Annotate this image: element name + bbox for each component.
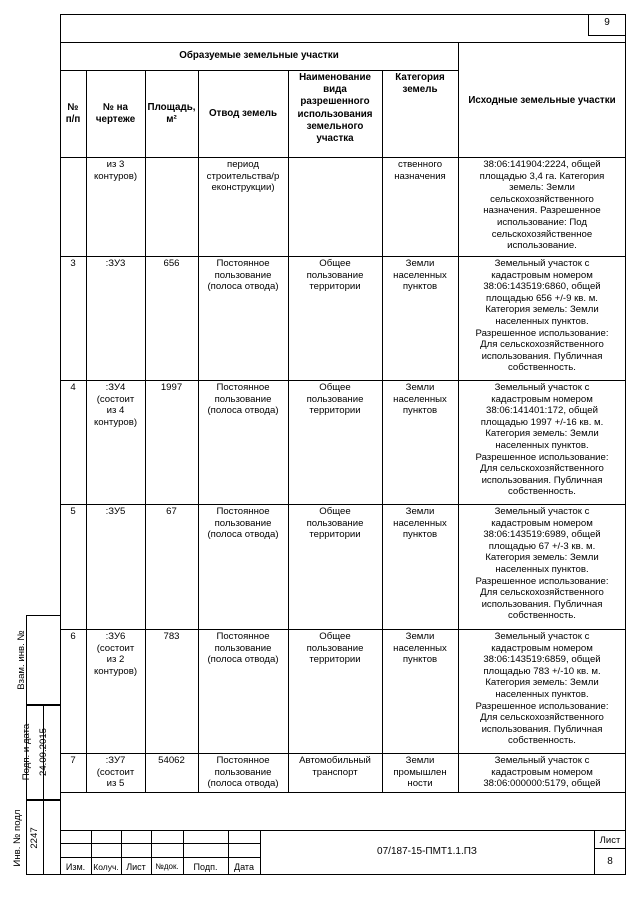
cell-use-type: Автомобильный транспорт xyxy=(299,755,371,778)
stamp-row-line xyxy=(60,843,260,844)
cell-num: 5 xyxy=(70,506,76,517)
cell-area: 783 xyxy=(163,631,180,642)
col-header-area: Площадь, м² xyxy=(147,102,196,126)
cell-source: Земельный участок с кадастровым номером 38:06:143519:6989, общей площадью 67 +/-3 кв. м. Категория земель: Земли населенных пунктов. Разрешенное использование: Для сельскохозяйственного использования. Публичная собственность. xyxy=(475,506,609,622)
sign-date-label: Подп. и дата xyxy=(21,723,32,781)
cell-num: 7 xyxy=(70,755,76,766)
cell-num: 3 xyxy=(70,258,76,269)
cell-category: Земли промышлен ности xyxy=(393,755,447,790)
page-number: 9 xyxy=(604,17,610,28)
stamp-podp: Подп. xyxy=(193,862,218,872)
cell-drawing: из 3 контуров) xyxy=(93,159,138,182)
col-header-num: № п/п xyxy=(65,102,81,126)
cell-allotment: период строительства/р еконструкции) xyxy=(206,159,280,194)
cell-area: 54062 xyxy=(158,755,185,766)
cell-drawing: :ЗУ6 (состоит из 2 контуров) xyxy=(93,631,138,677)
col-header-allotment: Отвод земель xyxy=(208,108,278,119)
cell-category: Земли населенных пунктов xyxy=(393,506,447,541)
page-number-box-bottom xyxy=(588,35,626,36)
stamp-data: Дата xyxy=(234,862,254,872)
col-line xyxy=(288,70,289,792)
cell-use-type: Общее пользование территории xyxy=(306,631,364,666)
col-header-use-type: Наименование вида разрешенного использования земельного участка xyxy=(297,72,373,145)
cell-drawing: :ЗУ3 xyxy=(105,258,126,269)
stamp-list: Лист xyxy=(126,862,146,872)
cell-allotment: Постоянное пользование (полоса отвода) xyxy=(207,755,279,790)
cell-use-type: Общее пользование территории xyxy=(306,258,364,293)
stamp-izm: Изм. xyxy=(65,862,86,872)
stamp-sheet-line xyxy=(594,848,626,849)
cell-source: Земельный участок с кадастровым номером 38:06:143519:6859, общей площадью 783 +/-10 кв. м. Категория земель: Земли населенных пунктов. Разрешенное использование: Для сельскохозяйственного использования. Публичная собственность. xyxy=(475,631,609,747)
col-header-source: Исходные земельные участки xyxy=(468,95,616,106)
cell-area: 1997 xyxy=(160,382,183,393)
cell-num: 6 xyxy=(70,631,76,642)
cell-area: 67 xyxy=(166,506,177,517)
sheet-label: Лист xyxy=(599,835,621,846)
stamp-row-line xyxy=(60,857,260,858)
cell-drawing: :ЗУ4 (состоит из 4 контуров) xyxy=(93,382,138,428)
sign-date-value: 24.09.2015 xyxy=(38,728,49,777)
group-header: Образуемые земельные участки xyxy=(179,50,339,61)
table-top-line xyxy=(60,42,626,43)
cell-use-type: Общее пользование территории xyxy=(306,382,364,417)
cell-allotment: Постоянное пользование (полоса отвода) xyxy=(207,631,279,666)
cell-num: 4 xyxy=(70,382,76,393)
cell-source: Земельный участок с кадастровым номером 38:06:143519:6860, общей площадью 656 +/-9 кв. м. Категория земель: Земли населенных пунктов. Разрешенное использование: Для сельскохозяйственного использования. Публичная собственность. xyxy=(475,258,609,374)
stamp-ndok: №док. xyxy=(155,862,179,871)
cell-category: Земли населенных пунктов xyxy=(393,258,447,293)
cell-source: Земельный участок с кадастровым номером 38:06:141401:172, общей площадью 1997 +/-16 кв. м. Категория земель: Земли населенных пунктов. Разрешенное использование: Для сельскохозяйственного использования. Публичная собственность. xyxy=(475,382,609,498)
cell-use-type: Общее пользование территории xyxy=(306,506,364,541)
cell-drawing: :ЗУ7 (состоит из 5 xyxy=(96,755,135,790)
group-header-line xyxy=(60,70,458,71)
cell-area: 656 xyxy=(163,258,180,269)
col-line xyxy=(145,70,146,792)
table-bottom-line xyxy=(60,792,626,793)
stamp-top-line xyxy=(60,830,626,831)
inv-podl-label: Инв. № подл xyxy=(12,809,23,867)
cell-source: Земельный участок с кадастровым номером 38:06:000000:5179, общей xyxy=(483,755,601,790)
stamp-koluch: Колуч. xyxy=(93,862,119,872)
cell-allotment: Постоянное пользование (полоса отвода) xyxy=(207,506,279,541)
vzam-label: Взам. инв. № xyxy=(16,630,27,690)
cell-drawing: :ЗУ5 xyxy=(105,506,126,517)
col-header-drawing: № на чертеже xyxy=(95,102,136,126)
inv-podl-value: 2247 xyxy=(29,827,40,849)
cell-category: Земли населенных пунктов xyxy=(393,382,447,417)
cell-source: 38:06:141904:2224, общей площадью 3,4 га. Категория земель: Земли сельскохозяйственного назначения. Разрешенное использование: Под сельскохозяйственное использование. xyxy=(479,159,605,252)
document-code: 07/187-15-ПМТ1.1.ПЗ xyxy=(377,846,477,857)
cell-category: ственного назначения xyxy=(394,159,446,182)
col-header-category: Категория земель xyxy=(395,72,445,96)
sheet-number: 8 xyxy=(607,856,613,867)
cell-category: Земли населенных пунктов xyxy=(393,631,447,666)
cell-allotment: Постоянное пользование (полоса отвода) xyxy=(207,382,279,417)
sidebar-vzam-box xyxy=(26,615,60,705)
cell-allotment: Постоянное пользование (полоса отвода) xyxy=(207,258,279,293)
